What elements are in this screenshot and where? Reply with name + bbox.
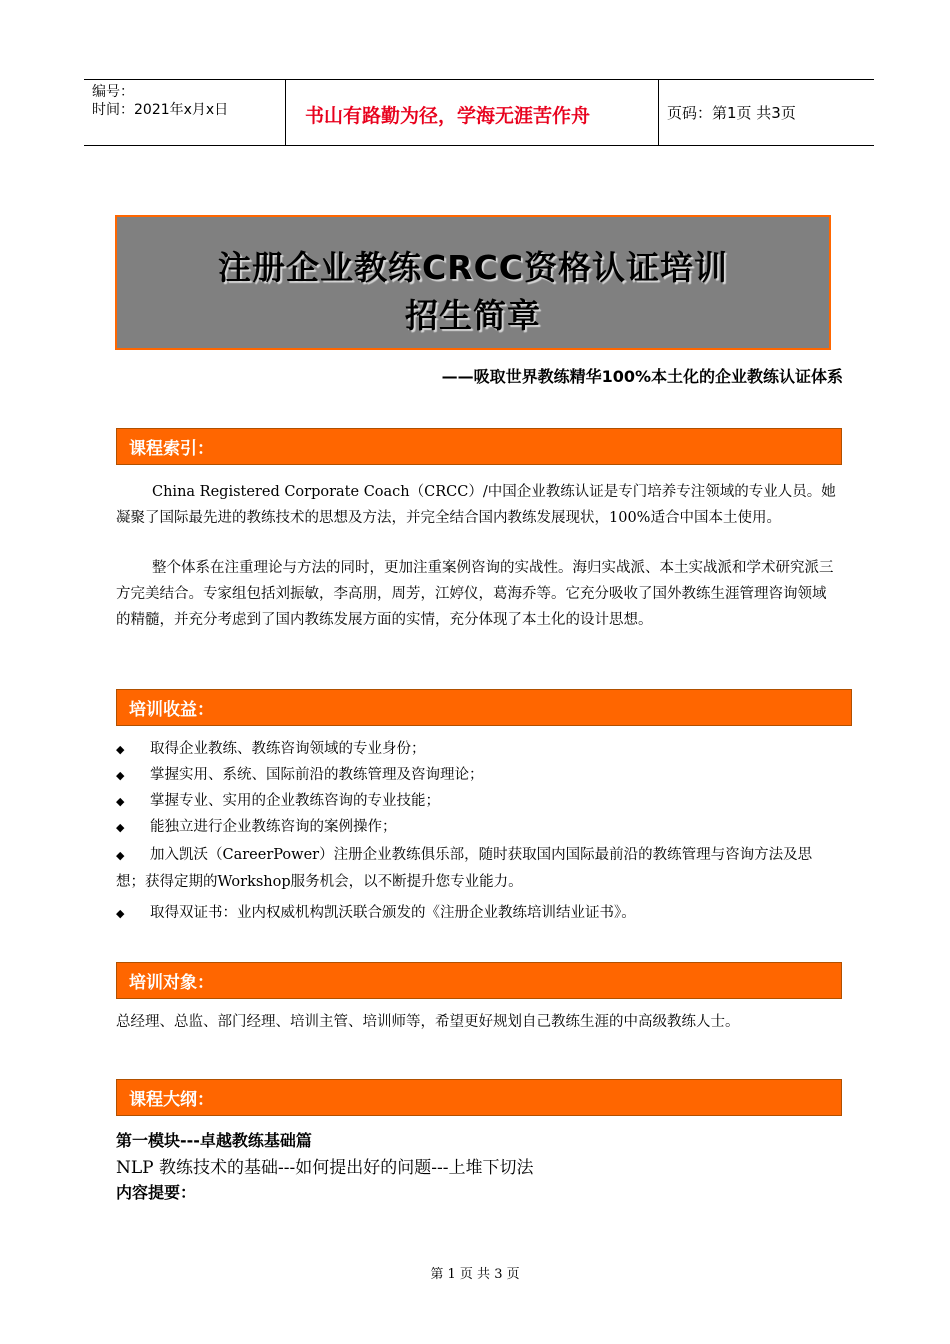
diamond-bullet-icon: ◆ (116, 769, 125, 782)
audience-text: 总经理、总监、部门经理、培训主管、培训师等，希望更好规划自己教练生涯的中高级教练人士。 (116, 1014, 740, 1030)
page-footer: 第 1 页 共 3 页 (430, 1267, 520, 1282)
intro-paragraph-2: 整个体系在注重理论与方法的同时，更加注重案例咨询的实战性。海归实战派、本土实战派和学术研究派三方完美结合。专家组包括刘振敏，李高朋，周芳，江婷仪，葛海乔等。它充分吸收了国外教练生涯管理咨询领域的精髓，并充分考虑到了国内教练发展方面的实情，充分体现了本土化的设计思想。 (116, 560, 834, 628)
section-bar-benefits (116, 689, 852, 726)
section-heading: 培训对象： (129, 973, 214, 993)
diamond-bullet-icon: ◆ (116, 849, 125, 862)
header-page-info: 页码：第1页 共3页 (667, 104, 796, 122)
document-number-label: 编号： (92, 84, 134, 100)
section-heading: 课程大纲： (129, 1090, 214, 1110)
benefit-item: ◆ 掌握实用、系统、国际前沿的教练管理及咨询理论； (116, 762, 841, 789)
section-bar-outline (116, 1079, 842, 1116)
module-title: 第一模块---卓越教练基础篇 (116, 1131, 312, 1150)
diamond-bullet-icon: ◆ (116, 795, 125, 808)
section-heading: 培训收益： (129, 700, 214, 720)
header-top-rule (84, 79, 874, 80)
benefit-item: ◆ 能独立进行企业教练咨询的案例操作； (116, 814, 841, 841)
diamond-bullet-icon: ◆ (116, 907, 125, 920)
benefit-item: ◆ 取得双证书：业内权威机构凯沃联合颁发的《注册企业教练培训结业证书》。 (116, 900, 841, 927)
subtitle: ——吸取世界教练精华100%本土化的企业教练认证体系 (441, 367, 843, 386)
header-divider-1 (285, 79, 286, 145)
header-motto: 书山有路勤为径，学海无涯苦作舟 (305, 105, 591, 127)
main-title: 注册企业教练CRCC资格认证培训 (217, 248, 729, 287)
header-divider-2 (658, 79, 659, 145)
benefit-item: ◆ 加入凯沃（CareerPower）注册企业教练俱乐部，随时获取国内国际最前沿的教练管理与咨询方法及思想；获得定期的Workshop服务机会，以不断提升您专业能力。 (116, 842, 841, 895)
diamond-bullet-icon: ◆ (116, 743, 125, 756)
diamond-bullet-icon: ◆ (116, 821, 125, 834)
intro-paragraph-1: China Registered Corporate Coach（CRCC）/中国企业教练认证是专门培养专注领域的专业人员。她凝聚了国际最先进的教练技术的思想及方法，并完全结合国内教练发展现状，100%适合中国本土使用。 (116, 484, 836, 526)
main-title-line2: 招生简章 (405, 296, 541, 335)
section-bar-audience (116, 962, 842, 999)
module-subtitle: NLP 教练技术的基础---如何提出好的问题---上堆下切法 (116, 1158, 534, 1178)
benefit-item: ◆ 掌握专业、实用的企业教练咨询的专业技能； (116, 788, 841, 815)
benefit-item: ◆ 取得企业教练、教练咨询领域的专业身份； (116, 736, 841, 763)
content-summary-label: 内容提要： (116, 1183, 197, 1202)
document-time: 时间：2021年x月x日 (92, 102, 229, 118)
header-bottom-rule (84, 145, 874, 146)
title-banner (115, 215, 831, 350)
section-bar-course-index (116, 428, 842, 465)
section-heading: 课程索引： (129, 439, 214, 459)
